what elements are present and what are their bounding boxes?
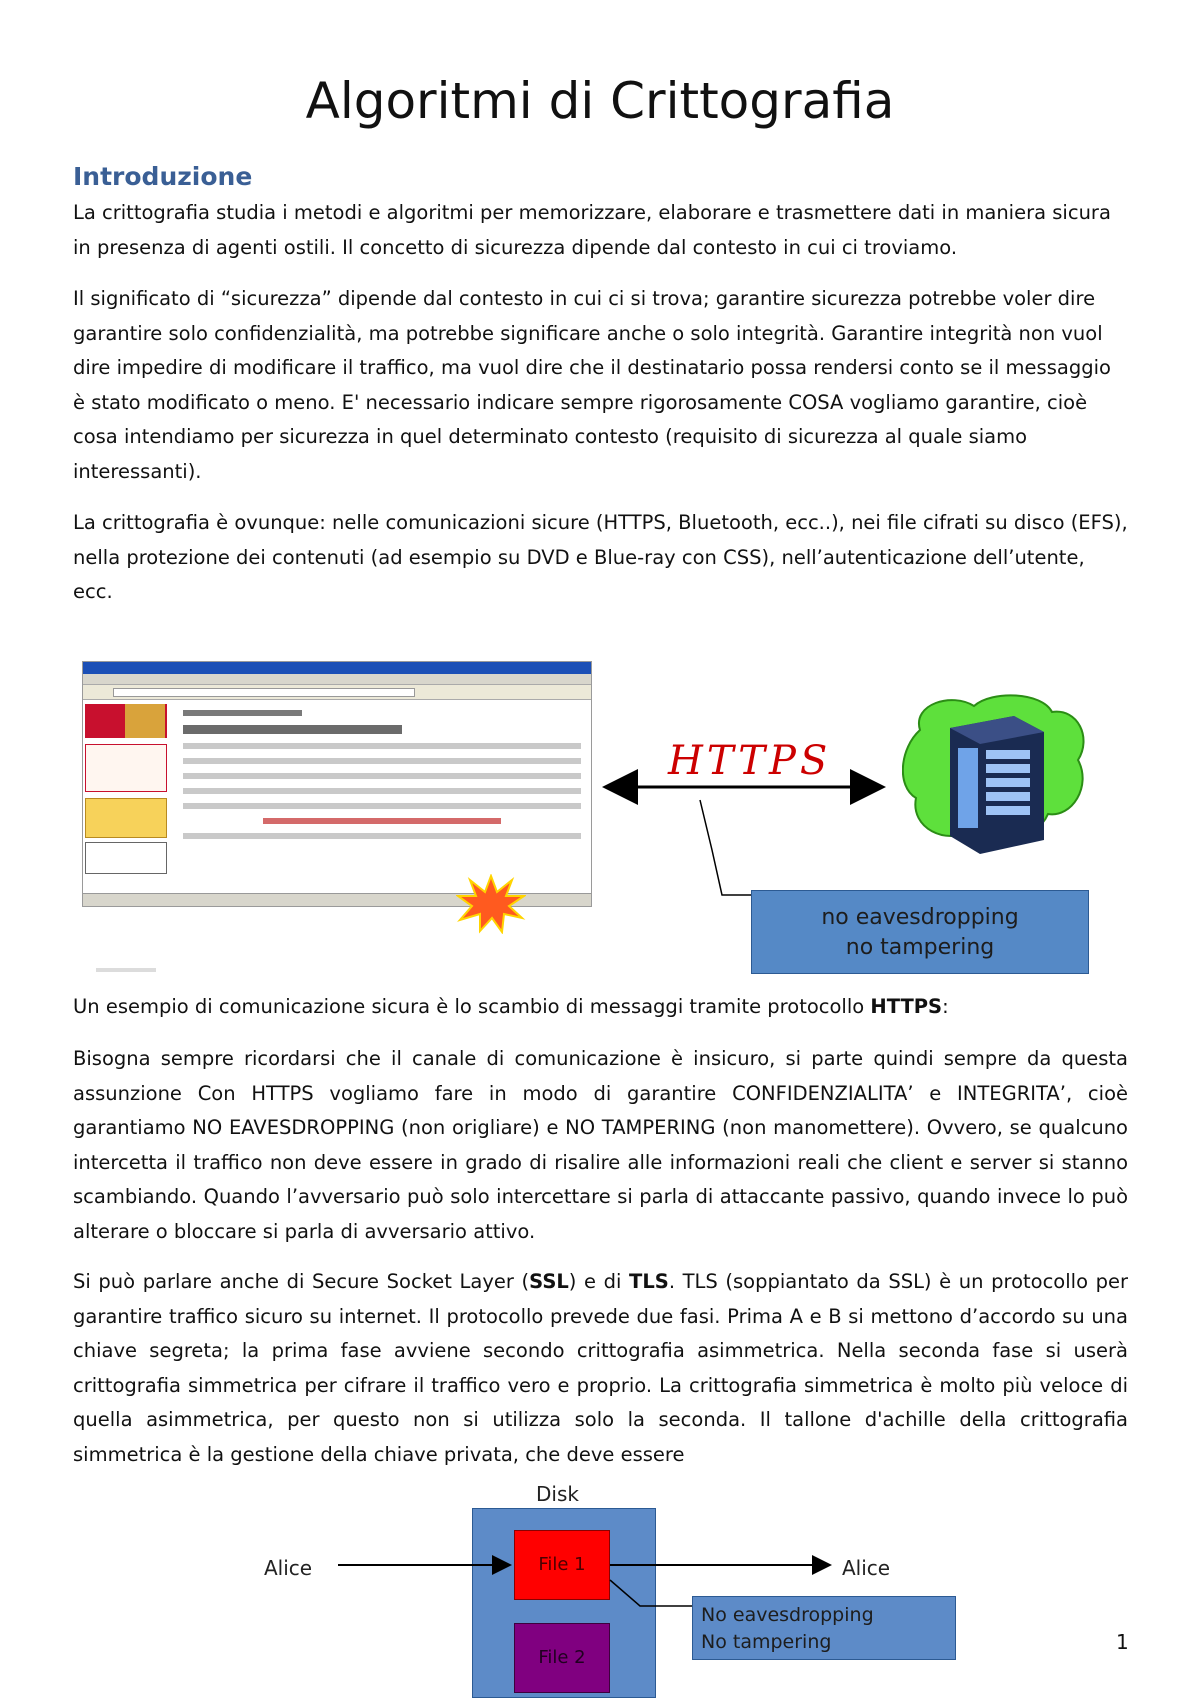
paragraph-security-meaning: Il significato di “sicurezza” dipende dal contesto in cui ci si trova; garantire sicurezza potrebbe voler dire garantire solo confidenzialità, ma potrebbe significare anche o solo integrità. Garantire integrità non vuol dire impedire di modificare il traffico, ma vuol dire che il destinatario possa rendersi conto se il messaggio è stato modificato o meno. E' necessario indicare sempre rigorosamente COSA vogliamo garantire, cioè cosa intendiamo per sicurezza in quel determinato contesto (requisito di sicurezza al quale siamo interessanti).	[73, 287, 1111, 483]
p4-bold-https: HTTPS	[870, 995, 943, 1018]
file2-box: File 2	[514, 1623, 610, 1693]
p6-text-a: Si può parlare anche di Secure Socket Layer (	[73, 1270, 530, 1293]
https-label: HTTPS	[668, 738, 832, 784]
alice-receiver-label: Alice	[842, 1556, 891, 1580]
section-heading: Introduzione	[73, 162, 253, 191]
paragraph-insecure-channel: Bisogna sempre ricordarsi che il canale di comunicazione è insicuro, si parte quindi sempre da questa assunzione Con HTTPS vogliamo fare in modo di garantire CONFIDENZIALITA’ e INTEGRITA’, cioè garantiamo NO EAVESDROPPING (non origliare) e NO TAMPERING (non manomettere). Ovvero, se qualcuno intercetta il traffico non deve essere in grado di risalire alle informazioni reali che client e server si stanno scambiando. Quando l’avversario può solo intercettare si parla di attaccante passivo, quando invece lo può alterare o bloccare si parla di avversario attivo.	[73, 1047, 1128, 1243]
p6-bold-ssl: SSL	[529, 1270, 569, 1293]
disk-callout-connector	[610, 1580, 692, 1606]
disk-callout-no-eavesdropping: No eavesdropping	[701, 1604, 874, 1626]
disk-label: Disk	[536, 1482, 579, 1506]
p6-text-c: ) e di	[568, 1270, 630, 1293]
paragraph-intro: La crittografia studia i metodi e algoritmi per memorizzare, elaborare e trasmettere dati in maniera sicura in presenza di agenti ostili. Il concetto di sicurezza dipende dal contesto in cui ci troviamo.	[73, 201, 1111, 259]
paragraph-crypto-everywhere: La crittografia è ovunque: nelle comunicazioni sicure (HTTPS, Bluetooth, ecc..), nei file cifrati su disco (EFS), nella protezione dei contenuti (ad esempio su DVD e Blue-ray con CSS), nell’autenticazione dell’utente, ecc.	[73, 511, 1128, 603]
p4-colon: :	[942, 995, 949, 1018]
disk-callout	[692, 1596, 956, 1660]
p6-text-e: . TLS (soppiantato da SSL) è un protocollo per garantire traffico sicuro su internet. Il protocollo prevede due fasi. Prima A e B si mettono d’accordo su una chiave segreta; la prima fase avviene secondo crittografia asimmetrica. Nella seconda fase si userà crittografia simmetrica per cifrare il traffico vero e proprio. La crittografia simmetrica è molto più veloce di quella asimmetrica, per questo non si utilizza solo la seconda. Il tallone d'achille della crittografia simmetrica è la gestione della chiave privata, che deve essere	[73, 1270, 1129, 1466]
callout-no-tampering: no tampering	[845, 935, 995, 960]
alice-sender-label: Alice	[264, 1556, 313, 1580]
document-title: Algoritmi di Crittografia	[305, 72, 895, 130]
p4-text: Un esempio di comunicazione sicura è lo scambio di messaggi tramite protocollo	[73, 995, 871, 1018]
file1-box: File 1	[514, 1530, 610, 1600]
p6-bold-tls: TLS	[629, 1270, 669, 1293]
callout-no-eavesdropping: no eavesdropping	[821, 905, 1019, 930]
disk-callout-no-tampering: No tampering	[701, 1631, 832, 1653]
page-number: 1	[1116, 1630, 1129, 1654]
